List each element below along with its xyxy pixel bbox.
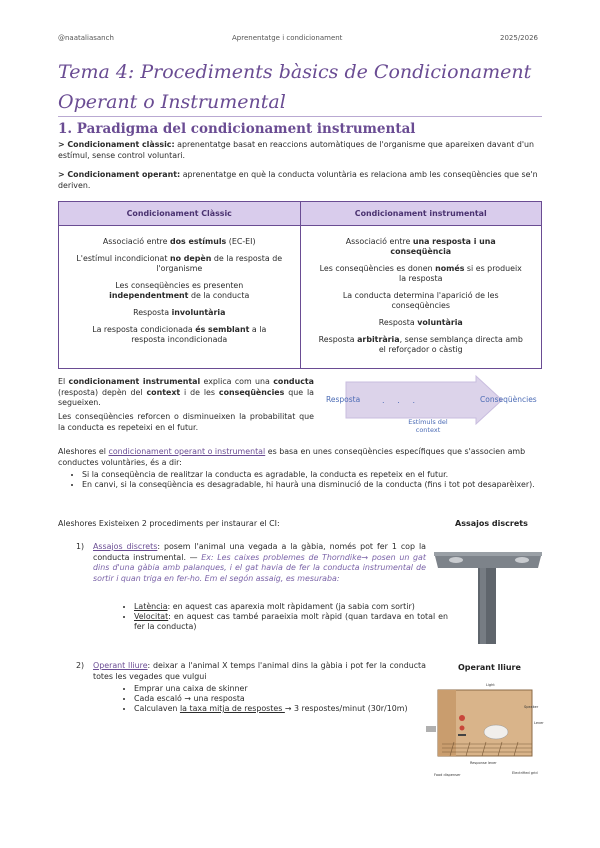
free-text: Operant lliure: deixar a l'animal X temps l'animal dins la gàbia i pot fer la conducta totes les vegades que vulgui <box>93 661 426 681</box>
table-header-classic: Condicionament Clàssic <box>59 202 301 226</box>
diagram-right-label: Conseqüències <box>480 395 537 404</box>
def-classic-text: aprenentatge basat en reaccions automàtiques de l'organisme que apareixen davant d'un estímul, sense control voluntari. <box>58 140 535 160</box>
page-title: Tema 4: Procediments bàsics de Condicionament Operant o Instrumental <box>58 61 532 113</box>
classic-row-1: Associació entre dos estímuls (EC-EI) <box>102 237 256 246</box>
instr-row-3: La conducta determina l'aparició de les conseqüències <box>342 291 499 310</box>
discrete-figure-label: Assajos discrets <box>455 519 528 528</box>
basis-bullets <box>60 470 566 490</box>
table-header-instrumental: Condicionament instrumental <box>300 202 542 226</box>
rat <box>484 725 508 739</box>
classic-row-4: Resposta involuntària <box>133 308 226 317</box>
label-speaker: Speaker <box>524 705 539 709</box>
maze-goal-left <box>449 557 463 563</box>
arrow-shape <box>346 376 502 424</box>
instr-row-1: Associació entre una resposta i una conseqüència <box>345 237 496 256</box>
label-electrified-grid: Electrified grid <box>512 771 538 775</box>
maze-goal-right <box>515 557 529 563</box>
diagram-bottom-label: Estímuls del context <box>408 418 448 434</box>
table-col-classic <box>59 226 301 369</box>
free-bullet-1: • Emprar una caixa de skinner <box>134 684 444 694</box>
comparison-table <box>58 201 542 369</box>
free-number: 2) <box>76 661 85 670</box>
free-title[interactable]: Operant lliure <box>93 661 148 670</box>
instr-row-2: Les conseqüències es donen només si es produeix la resposta <box>319 264 522 283</box>
basis-paragraph: Aleshores el condicionament operant o instrumental es basa en unes conseqüències específiques que s'associen amb conductes voluntàries, és a dir: <box>58 447 526 467</box>
maze-top-rim <box>434 552 542 556</box>
speed-item: • Velocitat: en aquest cas també paraeixia molt ràpid (quan tardava en total en fer la conducta) <box>134 612 448 632</box>
discrete-title[interactable]: Assajos discrets <box>93 542 158 551</box>
table-col-instrumental <box>300 226 542 369</box>
header-author: @naataliasanch <box>58 34 114 42</box>
classic-row-3: Les conseqüències es presenten independentment de la conducta <box>109 281 250 300</box>
latency-item: • Latència: en aquest cas aparexia molt ràpidament (ja sabia com sortir) <box>134 602 448 612</box>
skinner-box <box>424 676 550 778</box>
free-bullet-2: • Cada escaló → una resposta <box>134 694 444 704</box>
discrete-trials-apparatus <box>426 538 550 650</box>
def-operant-term: > Condicionament operant: <box>58 170 181 179</box>
classic-row-5: La resposta condicionada és semblant a la resposta incondicionada <box>92 325 267 344</box>
instr-row-4: Resposta voluntària <box>378 318 463 327</box>
title-divider <box>58 116 542 117</box>
diagram-dots: . . . <box>382 396 416 405</box>
response-diagram <box>322 374 544 442</box>
instr-consequences: Les conseqüències reforcen o disminueixen la probabilitat que la conducta es repeteixi en el futur. <box>58 412 314 432</box>
instr-row-5: Resposta arbitrària, sense semblança directa amb el reforçador o càstig <box>318 335 523 354</box>
discrete-example: Ex: Les caixes problemes de Thorndike→ posen un gat dins d'una gàbia amb palanques, i el gat havia de fer la conducta instrumental de sortir i quan triga en fer-ho. Em el segón assaig, es mesuraba: <box>93 552 426 583</box>
discrete-bullets <box>112 602 448 632</box>
discrete-number: 1) <box>76 542 85 551</box>
header-subject: Aprenentatge i condicionament <box>232 34 343 42</box>
label-lever: Lever <box>534 721 544 725</box>
free-bullet-3: • Calculaven la taxa mitja de respostes → 3 respostes/minut (30r/10m) <box>134 704 444 714</box>
header-year: 2025/2026 <box>500 34 538 42</box>
free-bullets <box>112 684 444 714</box>
basis-link[interactable]: condicionament operant o instrumental <box>108 447 266 456</box>
def-classic-term: > Condicionament clàssic: <box>58 140 175 149</box>
label-food-dispenser: Food dispenser <box>434 773 461 777</box>
label-light: Light <box>486 683 495 687</box>
basis-bullet-2: • En canvi, si la conseqüència es desagradable, hi haurà una disminució de la conducta (fins i tot pot desaparèixer). <box>82 480 566 490</box>
light <box>459 715 465 721</box>
box-left-wall <box>438 690 456 756</box>
discrete-text: Assajos discrets: posem l'animal una vegada a la gàbia, només pot fer 1 cop la conducta instrumental. — Ex: Les caixes problemes de Thorndike→ posen un gat dins d'una gàbia amb palanques, i el gat havia de fer la conducta instrumental de sortir i quan triga en fer-ho. Em el segón assaig, es mesuraba: <box>93 542 427 583</box>
procedures-intro: Aleshores Existeixen 2 procediments per instaurar el CI: <box>58 519 280 528</box>
def-operant <box>58 170 544 191</box>
lever <box>458 734 466 736</box>
def-operant-text: aprenentatge en què la conducta voluntària es relaciona amb les conseqüències que se'n deriven. <box>58 170 538 190</box>
basis-bullet-1: • Si la conseqüència de realitzar la conducta es agradable, la conducta es repeteix en el futur. <box>82 470 566 480</box>
section-heading: 1. Paradigma del condicionament instrumental <box>58 121 416 137</box>
classic-row-2: L'estímul incondicionat no depèn de la resposta de l'organisme <box>76 254 283 273</box>
food-dispenser <box>426 726 436 732</box>
speaker <box>460 726 465 731</box>
free-figure-label: Operant lliure <box>458 663 521 672</box>
diagram-left-label: Resposta <box>326 395 361 404</box>
maze-stem-side <box>480 568 486 644</box>
label-response-lever: Response lever <box>470 761 497 765</box>
instr-explanation: El condicionament instrumental explica com una conducta (resposta) depèn del context i de les conseqüències que la segueixen. <box>58 377 314 407</box>
def-classic <box>58 140 544 161</box>
